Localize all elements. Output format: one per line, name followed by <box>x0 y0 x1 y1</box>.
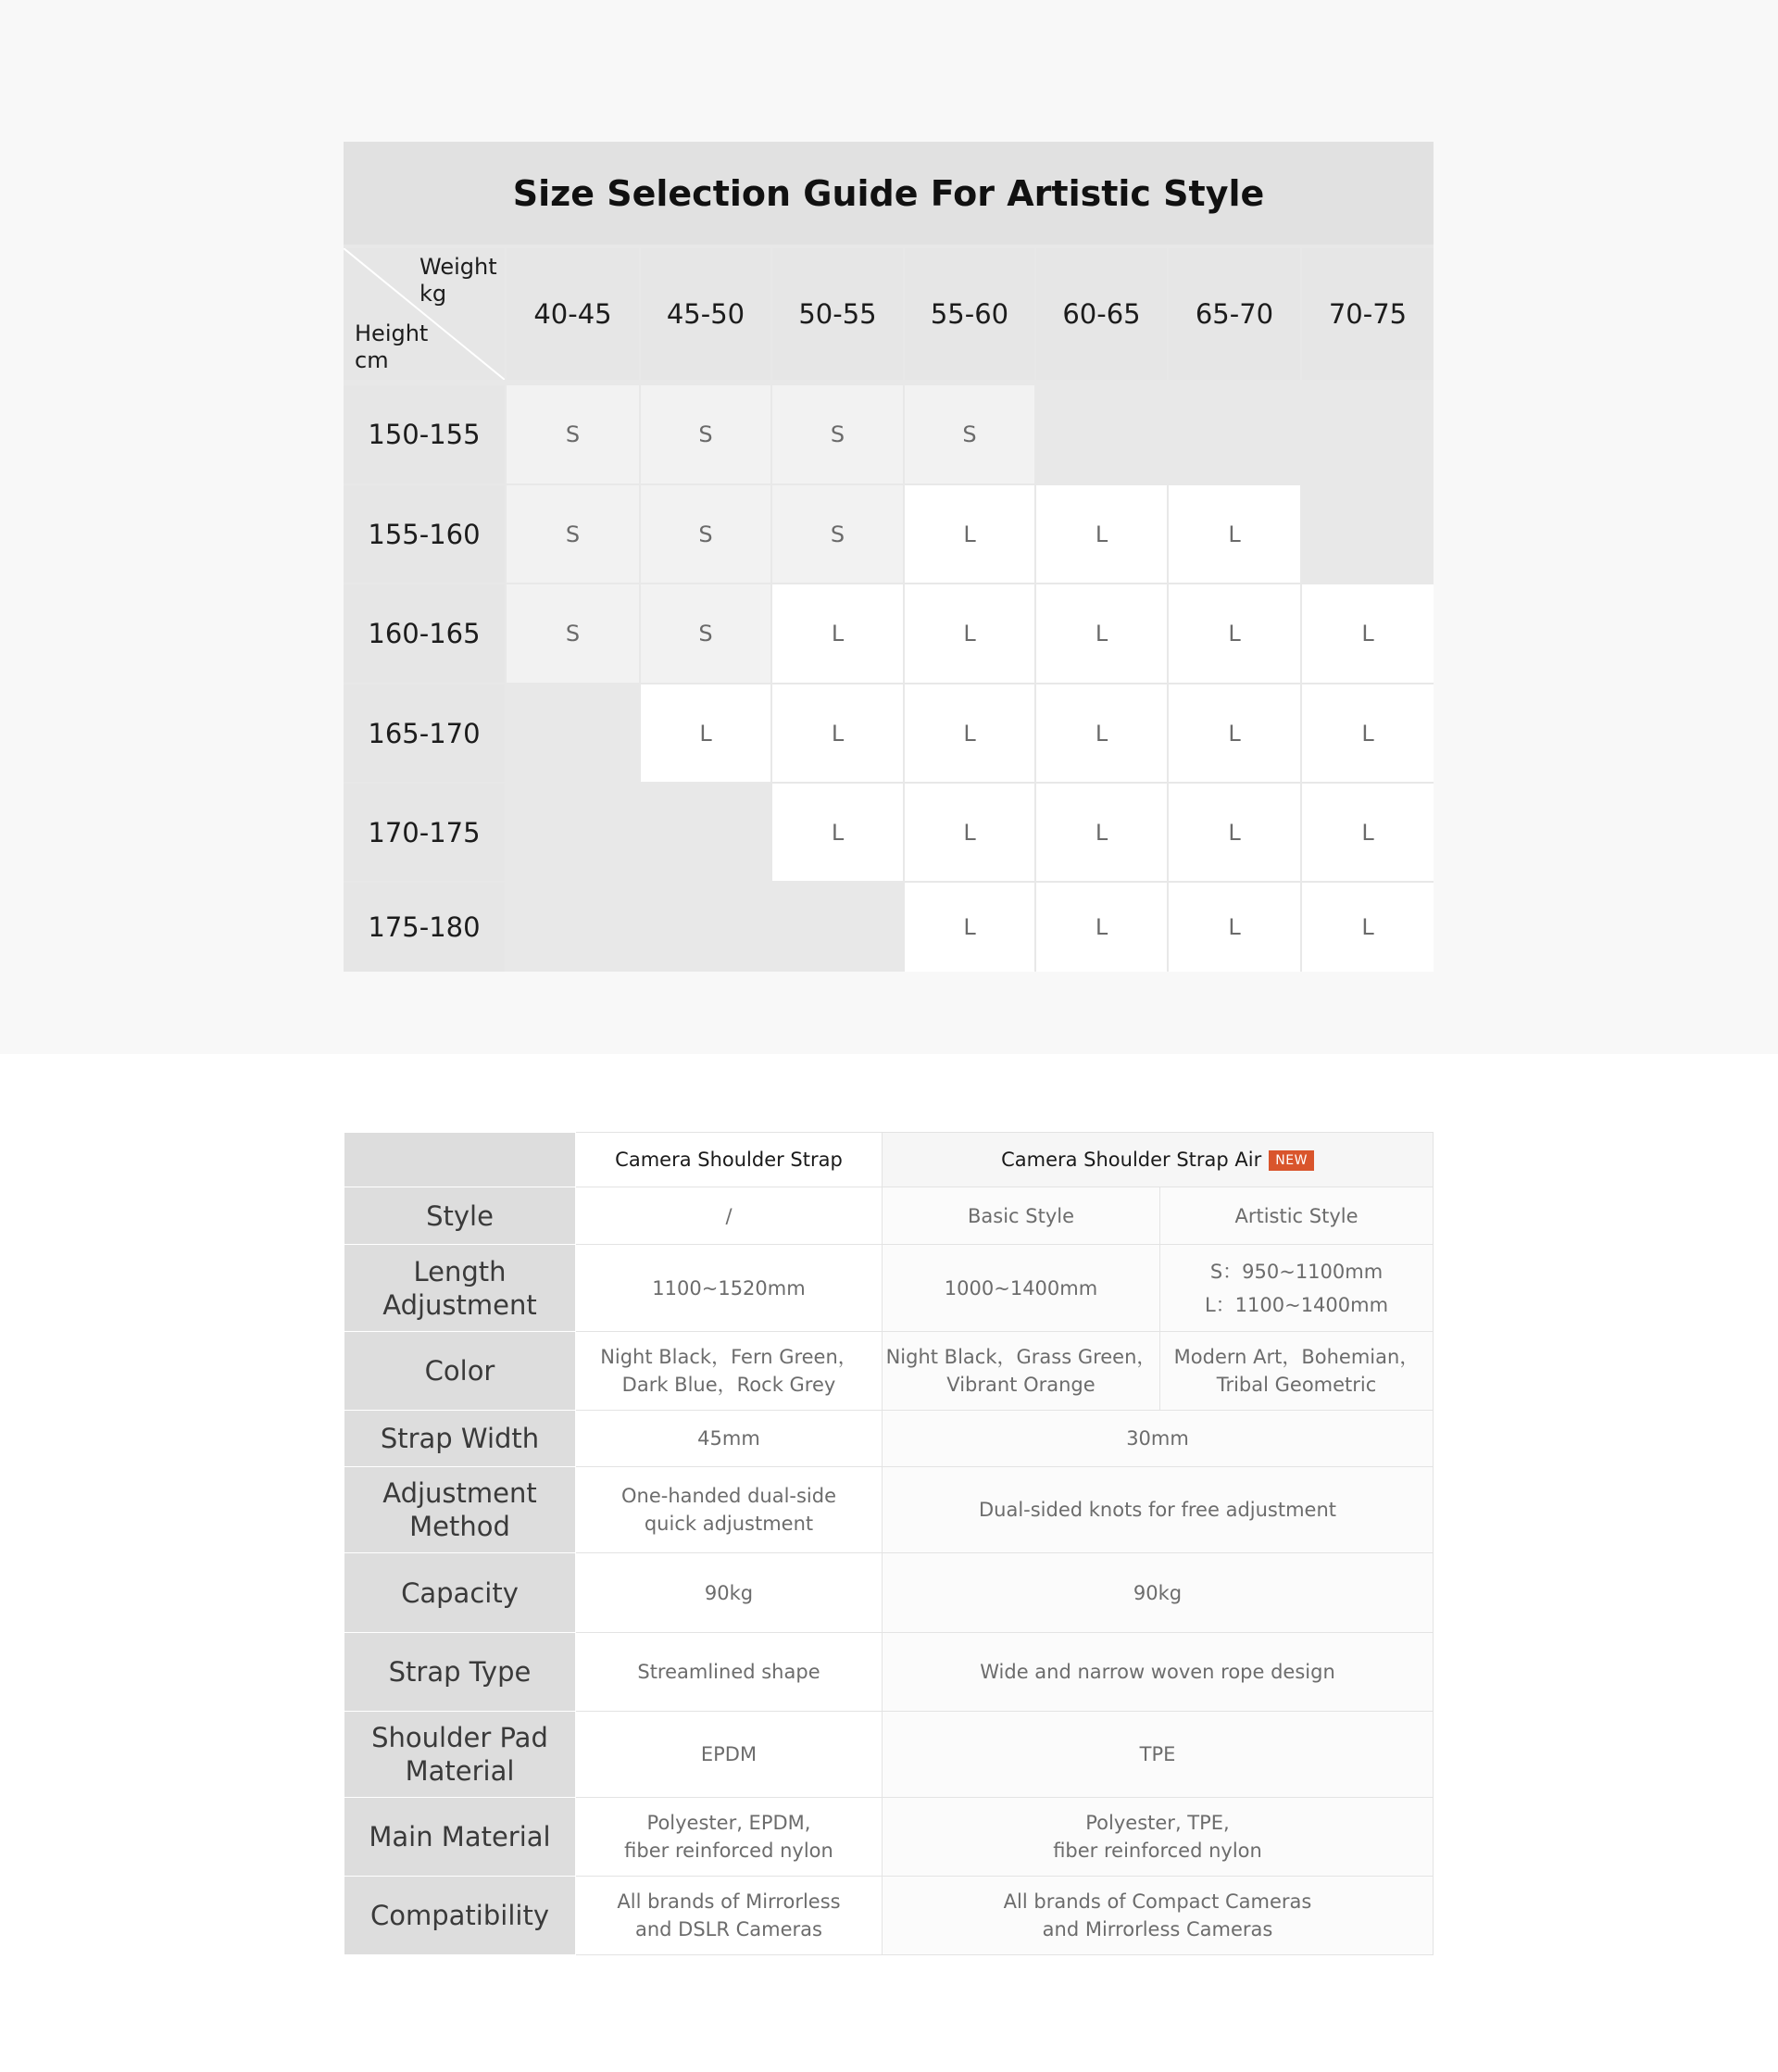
cell-line: Polyester, TPE, <box>1085 1811 1230 1834</box>
table-row <box>344 1632 1434 1711</box>
row-header-adjustment <box>344 1467 576 1553</box>
size-cell: L <box>1169 584 1300 683</box>
cell-line: Modern Art，Bohemian， <box>1173 1346 1420 1369</box>
table-row <box>344 1553 1434 1632</box>
row-header-line: Material <box>405 1754 515 1787</box>
size-cell: L <box>1169 684 1300 782</box>
weight-header: 70-75 <box>1302 248 1434 380</box>
table-row <box>344 1245 1434 1332</box>
height-header: 175-180 <box>344 883 505 972</box>
weight-header: 65-70 <box>1169 248 1300 380</box>
cell-value <box>883 1332 1160 1411</box>
cell-line: S：950~1100mm <box>1209 1260 1384 1283</box>
cell-line: One-handed dual-side <box>620 1485 837 1508</box>
row-header-shoulder-pad <box>344 1711 576 1797</box>
size-cell: L <box>905 584 1034 683</box>
cell-line: All brands of Mirrorless <box>617 1890 841 1913</box>
row-header-main-material: Main Material <box>344 1797 576 1876</box>
size-cell: L <box>1169 485 1300 583</box>
size-guide-table <box>344 142 1434 972</box>
table-row <box>344 1411 1434 1467</box>
weight-header: 60-65 <box>1036 248 1167 380</box>
cell-value: 45mm <box>576 1411 883 1467</box>
table-row <box>344 1187 1434 1245</box>
cell-value <box>576 1332 883 1411</box>
size-cell: S <box>507 385 639 483</box>
height-header: 160-165 <box>344 584 505 683</box>
table-row <box>344 1876 1434 1954</box>
cell-value <box>576 1467 883 1553</box>
product-header-strap-air <box>883 1133 1434 1187</box>
cell-value <box>883 1797 1434 1876</box>
height-header: 165-170 <box>344 684 505 782</box>
cell-line: Vibrant Orange <box>946 1374 1096 1397</box>
cell-value: / <box>576 1187 883 1245</box>
size-cell: L <box>1036 485 1167 583</box>
cell-value: TPE <box>883 1711 1434 1797</box>
row-header-strap-type: Strap Type <box>344 1632 576 1711</box>
cell-line: and Mirrorless Cameras <box>1042 1917 1273 1940</box>
height-axis-label <box>355 320 428 374</box>
row-header-line: Method <box>409 1511 510 1543</box>
cell-line: and DSLR Cameras <box>634 1917 822 1940</box>
cell-value: Wide and narrow woven rope design <box>883 1632 1434 1711</box>
size-cell: L <box>1169 883 1300 972</box>
cell-value <box>883 1876 1434 1954</box>
cell-line: Dark Blue，Rock Grey <box>621 1374 836 1397</box>
weight-header: 45-50 <box>641 248 770 380</box>
cell-value: Streamlined shape <box>576 1632 883 1711</box>
size-cell: S <box>772 485 903 583</box>
size-cell: L <box>905 485 1034 583</box>
height-header: 170-175 <box>344 784 505 881</box>
table-row <box>344 1332 1434 1411</box>
height-header: 155-160 <box>344 485 505 583</box>
comparison-table <box>344 1132 1434 1955</box>
cell-line: fiber reinforced nylon <box>624 1839 833 1862</box>
corner-cell <box>344 1133 576 1187</box>
cell-line: quick adjustment <box>644 1513 814 1536</box>
size-cell: L <box>772 584 903 683</box>
weight-unit: kg <box>419 281 447 307</box>
size-cell: L <box>1169 784 1300 881</box>
table-row <box>344 1133 1434 1187</box>
size-cell: L <box>1036 584 1167 683</box>
height-header: 150-155 <box>344 385 505 483</box>
cell-value <box>1160 1332 1434 1411</box>
cell-value: Basic Style <box>883 1187 1160 1245</box>
row-header-style: Style <box>344 1187 576 1245</box>
row-header-capacity: Capacity <box>344 1553 576 1632</box>
cell-line: L：1100~1400mm <box>1204 1293 1389 1316</box>
row-header-width: Strap Width <box>344 1411 576 1467</box>
size-cell: L <box>905 684 1034 782</box>
cell-line: All brands of Compact Cameras <box>1003 1890 1312 1913</box>
cell-value <box>576 1876 883 1954</box>
cell-value: Dual-sided knots for free adjustment <box>883 1467 1434 1553</box>
size-cell: L <box>1036 684 1167 782</box>
table-row <box>344 1797 1434 1876</box>
height-unit: cm <box>355 347 389 373</box>
row-header-length <box>344 1245 576 1332</box>
row-header-line: Length Adjustment <box>382 1255 537 1321</box>
cell-value <box>576 1797 883 1876</box>
corner-header <box>344 248 505 380</box>
weight-axis-label <box>419 254 497 308</box>
size-cell: S <box>507 485 639 583</box>
cell-line: Night Black，Grass Green， <box>885 1346 1157 1369</box>
cell-value <box>1160 1245 1434 1332</box>
size-cell: L <box>1302 784 1434 881</box>
cell-value: 1100~1520mm <box>576 1245 883 1332</box>
cell-value: 1000~1400mm <box>883 1245 1160 1332</box>
size-cell: S <box>641 485 770 583</box>
size-cell: S <box>905 385 1034 483</box>
size-cell: L <box>1036 883 1167 972</box>
weight-label: Weight <box>419 254 497 280</box>
row-header-line: Adjustment <box>382 1477 537 1510</box>
row-header-line: Shoulder Pad <box>371 1721 548 1753</box>
size-cell: S <box>641 584 770 683</box>
size-cell: S <box>772 385 903 483</box>
size-cell: S <box>507 584 639 683</box>
weight-header: 55-60 <box>905 248 1034 380</box>
table-row <box>344 1467 1434 1553</box>
cell-value: Artistic Style <box>1160 1187 1434 1245</box>
size-cell: L <box>1302 883 1434 972</box>
table-row <box>344 1711 1434 1797</box>
size-cell: L <box>772 784 903 881</box>
row-header-color: Color <box>344 1332 576 1411</box>
cell-value: 90kg <box>576 1553 883 1632</box>
height-label: Height <box>355 320 429 346</box>
size-cell: L <box>1302 584 1434 683</box>
size-cell: L <box>1302 684 1434 782</box>
cell-value: 90kg <box>883 1553 1434 1632</box>
cell-line: Night Black，Fern Green， <box>600 1346 858 1369</box>
new-badge: NEW <box>1269 1150 1314 1171</box>
size-cell: L <box>772 684 903 782</box>
product-header-strap: Camera Shoulder Strap <box>576 1133 883 1187</box>
size-cell: L <box>1036 784 1167 881</box>
cell-line: fiber reinforced nylon <box>1053 1839 1262 1862</box>
size-cell: L <box>905 883 1034 972</box>
product-name: Camera Shoulder Strap Air <box>1001 1149 1262 1172</box>
size-cell: S <box>641 385 770 483</box>
row-header-compatibility: Compatibility <box>344 1876 576 1954</box>
size-cell: L <box>641 684 770 782</box>
cell-line: Tribal Geometric <box>1216 1374 1377 1397</box>
size-guide-title: Size Selection Guide For Artistic Style <box>344 142 1434 245</box>
size-cell: L <box>905 784 1034 881</box>
weight-header: 50-55 <box>772 248 903 380</box>
cell-value: EPDM <box>576 1711 883 1797</box>
weight-header: 40-45 <box>507 248 639 380</box>
cell-value: 30mm <box>883 1411 1434 1467</box>
cell-line: Polyester, EPDM, <box>646 1811 811 1834</box>
